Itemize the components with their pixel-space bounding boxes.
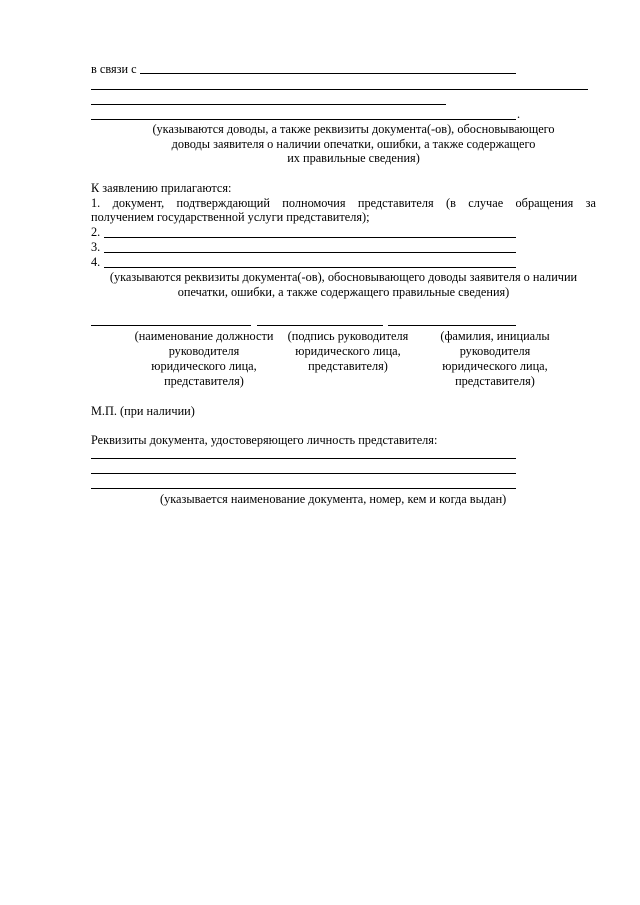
grounds-input-line-4[interactable] bbox=[91, 119, 516, 120]
signature-caption-line-1: (подпись руководителя bbox=[287, 329, 409, 343]
grounds-label: в связи с bbox=[91, 62, 137, 76]
identity-heading: Реквизиты документа, удостоверяющего личность представителя: bbox=[91, 433, 438, 447]
identity-input-line-3[interactable] bbox=[91, 488, 516, 489]
name-caption-line-1: (фамилия, инициалы bbox=[440, 329, 550, 343]
attachment-item-3-number: 3. bbox=[91, 240, 101, 254]
identity-input-line-2[interactable] bbox=[91, 473, 516, 474]
identity-caption: (указывается наименование документа, номер, кем и когда выдан) bbox=[160, 492, 507, 506]
position-caption-line-4: представителя) bbox=[164, 374, 244, 388]
grounds-caption-line-1: (указываются доводы, а также реквизиты документа(-ов), обосновывающего bbox=[152, 122, 555, 136]
position-signature-line[interactable] bbox=[91, 325, 251, 326]
grounds-input-line-2[interactable] bbox=[91, 89, 588, 90]
position-caption-line-2: руководителя bbox=[168, 344, 240, 358]
position-caption-line-3: юридического лица, bbox=[151, 359, 257, 373]
name-caption-line-2: руководителя bbox=[459, 344, 531, 358]
name-signature-line[interactable] bbox=[388, 325, 516, 326]
attachments-caption-line-2: опечатки, ошибки, а также содержащего правильные сведения) bbox=[177, 285, 510, 299]
attachment-item-4-number: 4. bbox=[91, 255, 101, 269]
attachment-item-1-line-2: получением государственной услуги представителя); bbox=[91, 210, 370, 224]
identity-input-line-1[interactable] bbox=[91, 458, 516, 459]
attachment-item-4-line[interactable] bbox=[104, 267, 516, 268]
attachments-caption-line-1: (указываются реквизиты документа(-ов), обосновывающего доводы заявителя о наличии bbox=[109, 270, 578, 284]
name-caption-line-3: юридического лица, bbox=[442, 359, 548, 373]
stamp-label: М.П. (при наличии) bbox=[91, 404, 195, 418]
attachment-item-3-line[interactable] bbox=[104, 252, 516, 253]
grounds-input-line-1[interactable] bbox=[140, 73, 516, 74]
grounds-end-mark: . bbox=[517, 107, 521, 121]
position-caption-line-1: (наименование должности bbox=[134, 329, 274, 343]
grounds-input-line-3[interactable] bbox=[91, 104, 446, 105]
signature-caption-line-3: представителя) bbox=[308, 359, 388, 373]
attachment-item-2-line[interactable] bbox=[104, 237, 516, 238]
grounds-caption-line-2: доводы заявителя о наличии опечатки, ошибки, а также содержащего bbox=[171, 137, 536, 151]
attachment-item-2-number: 2. bbox=[91, 225, 101, 239]
signature-caption-line-2: юридического лица, bbox=[295, 344, 401, 358]
attachment-item-1-line-1: 1. документ, подтверждающий полномочия представителя (в случае обращения за bbox=[91, 196, 596, 210]
attachments-heading: К заявлению прилагаются: bbox=[91, 181, 232, 195]
grounds-caption-line-3: их правильные сведения) bbox=[287, 151, 420, 165]
name-caption-line-4: представителя) bbox=[455, 374, 535, 388]
signature-line[interactable] bbox=[257, 325, 383, 326]
